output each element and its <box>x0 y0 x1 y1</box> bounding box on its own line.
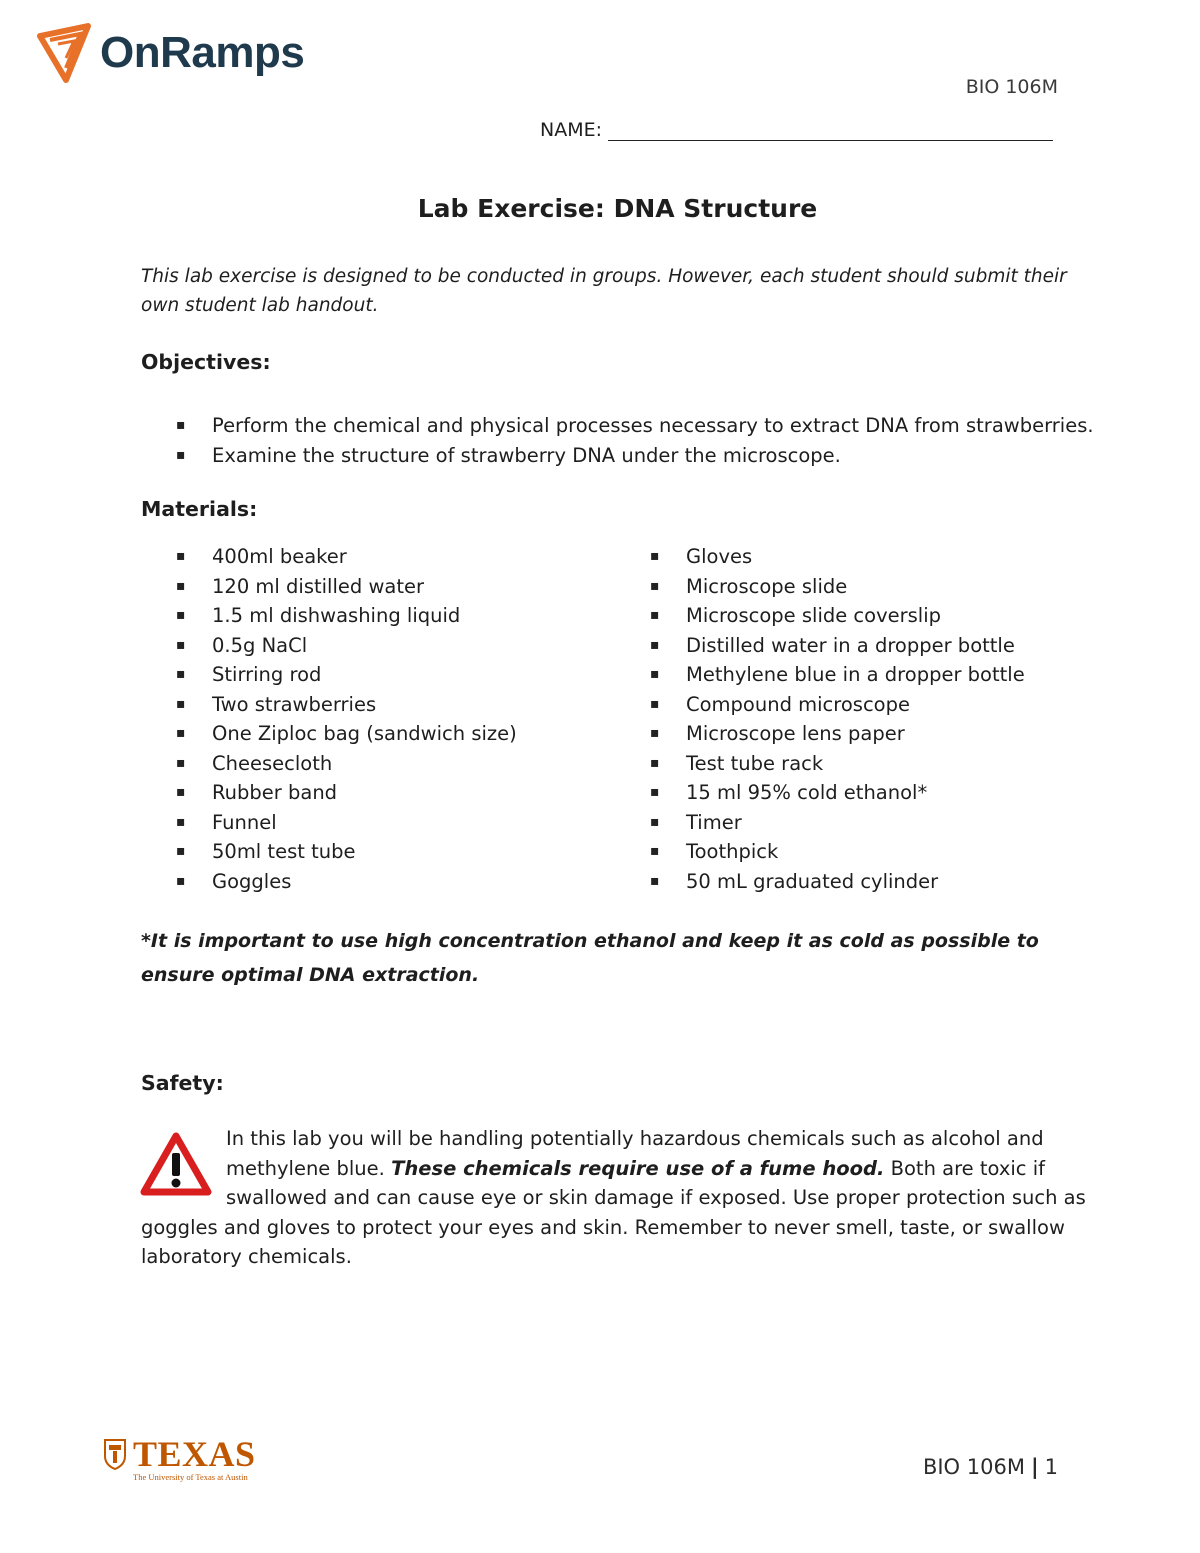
list-item: ▪ Compound microscope <box>650 690 1025 720</box>
safety-emphasis: These chemicals require use of a fume hood. <box>391 1156 885 1180</box>
list-item: ▪ 15 ml 95% cold ethanol* <box>650 778 1025 808</box>
list-item: ▪ 120 ml distilled water <box>176 572 517 602</box>
page-title: Lab Exercise: DNA Structure <box>417 194 818 223</box>
onramps-logo <box>36 22 304 84</box>
page-number: 1 <box>1044 1455 1058 1479</box>
materials-list-left <box>176 542 517 896</box>
list-item: ▪ Cheesecloth <box>176 749 517 779</box>
name-blank-line[interactable] <box>608 118 1053 141</box>
list-item: ▪ 400ml beaker <box>176 542 517 572</box>
texas-logo <box>103 1434 256 1482</box>
list-item: ▪ Toothpick <box>650 837 1025 867</box>
objectives-list <box>176 411 1094 470</box>
onramps-mark-icon <box>36 22 96 84</box>
list-item: ▪ Rubber band <box>176 778 517 808</box>
intro-text: This lab exercise is designed to be conducted in groups. However, each student should submit their own student lab handout. <box>141 266 1067 316</box>
list-item: ▪ 0.5g NaCl <box>176 631 517 661</box>
list-item: ▪ One Ziploc bag (sandwich size) <box>176 719 517 749</box>
texas-subtitle: The University of Texas at Austin <box>133 1472 248 1482</box>
list-item: ▪ Distilled water in a dropper bottle <box>650 631 1025 661</box>
safety-text-rest: Both are toxic if swallowed and can cause eye or skin damage if exposed. Use proper protection such as goggles and gloves to protect your eyes and skin. Remember to never smell, taste, or swallow laboratory chemicals. <box>141 1156 1086 1268</box>
safety-text-intro: In this lab you will be handling potentially hazardous chemicals such as alcohol and methylene blue. <box>226 1127 1044 1180</box>
objectives-heading: Objectives: <box>141 350 271 374</box>
list-item: ▪ Microscope slide <box>650 572 1025 602</box>
list-item: ▪ Microscope slide coverslip <box>650 601 1025 631</box>
ut-shield-icon <box>103 1438 127 1470</box>
safety-text <box>141 1124 1126 1272</box>
list-item: ▪ Perform the chemical and physical processes necessary to extract DNA from strawberries. <box>176 411 1094 441</box>
warning-triangle-icon <box>140 1131 212 1197</box>
footer-course: BIO 106M <box>922 1455 1025 1479</box>
safety-heading: Safety: <box>141 1071 224 1095</box>
materials-list-right <box>650 542 1025 896</box>
list-item: ▪ Gloves <box>650 542 1025 572</box>
list-item: ▪ Examine the structure of strawberry DNA under the microscope. <box>176 441 1094 471</box>
list-item: ▪ Funnel <box>176 808 517 838</box>
materials-heading: Materials: <box>141 497 258 521</box>
name-label: NAME: <box>540 119 603 141</box>
list-item: ▪ 50ml test tube <box>176 837 517 867</box>
list-item: ▪ 50 mL graduated cylinder <box>650 867 1025 897</box>
name-field <box>540 118 1053 141</box>
list-item: ▪ Microscope lens paper <box>650 719 1025 749</box>
list-item: ▪ Methylene blue in a dropper bottle <box>650 660 1025 690</box>
course-code-header: BIO 106M <box>965 76 1058 98</box>
list-item: ▪ 1.5 ml dishwashing liquid <box>176 601 517 631</box>
list-item: ▪ Goggles <box>176 867 517 897</box>
list-item: ▪ Stirring rod <box>176 660 517 690</box>
list-item: ▪ Two strawberries <box>176 690 517 720</box>
texas-wordmark: TEXAS <box>133 1434 256 1474</box>
ethanol-note: *It is important to use high concentration ethanol and keep it as cold as possible to ensure optimal DNA extraction. <box>141 930 1039 986</box>
list-item: ▪ Test tube rack <box>650 749 1025 779</box>
logo-text: OnRamps <box>100 28 305 77</box>
footer-separator: | <box>1030 1455 1039 1479</box>
list-item: ▪ Timer <box>650 808 1025 838</box>
page-footer <box>923 1455 1058 1479</box>
